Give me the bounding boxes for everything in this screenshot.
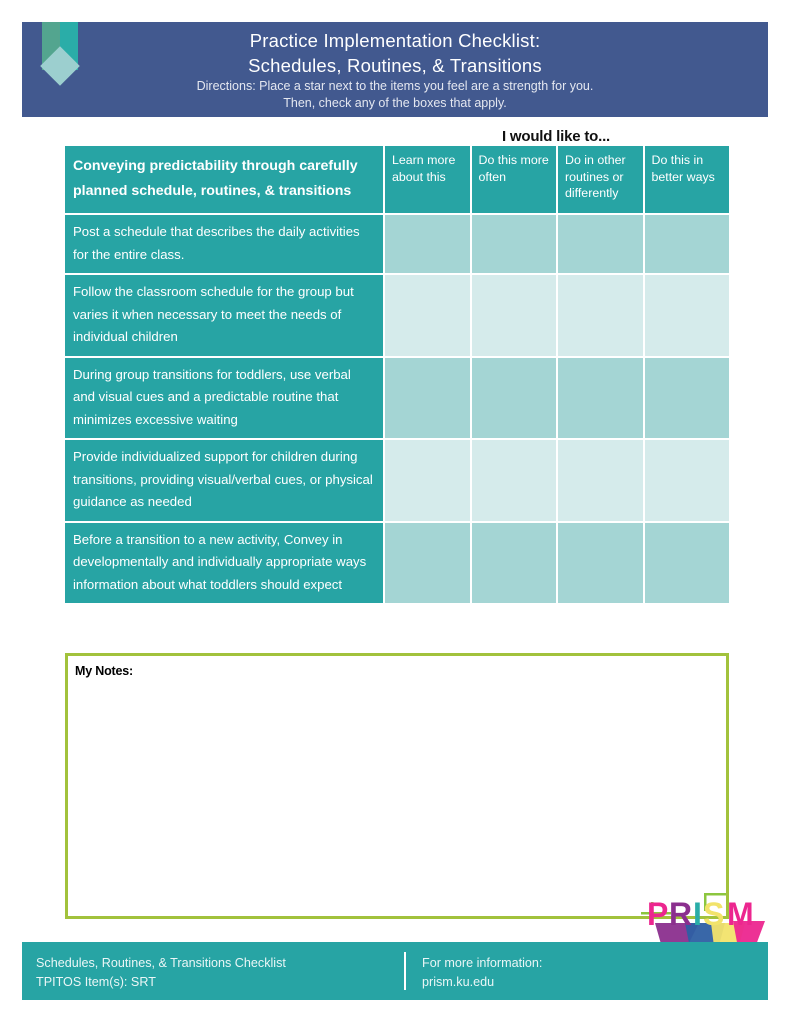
practice-text: During group transitions for toddlers, use verbal and visual cues and a predictable routine that minimizes excessive waiting [65,358,383,439]
checkbox-cell-do-more-often[interactable] [472,358,557,439]
footer-divider [404,952,406,990]
checkbox-cell-learn-more[interactable] [385,275,470,356]
practice-column-header: Conveying predictability through carefully planned schedule, routines, & transitions [65,146,383,213]
checkbox-cell-other-routines[interactable] [558,358,643,439]
checkbox-cell-do-more-often[interactable] [472,440,557,521]
column-header-learn-more: Learn more about this [385,146,470,213]
column-header-other-routines: Do in other routines or differently [558,146,643,213]
footer-left-text [36,954,286,992]
notes-label: My Notes: [75,664,133,678]
page-footer [22,942,768,1000]
table-row [65,275,729,356]
table-header-row [65,146,729,213]
header-title-line-2: Schedules, Routines, & Transitions [248,54,542,76]
footer-right-text [422,954,542,992]
checkbox-cell-learn-more[interactable] [385,440,470,521]
checkbox-cell-better-ways[interactable] [645,215,730,273]
checkbox-cell-learn-more[interactable] [385,215,470,273]
column-group-label: I would like to... [501,128,611,145]
checkbox-cell-better-ways[interactable] [645,440,730,521]
practice-text: Provide individualized support for children during transitions, providing visual/verbal cues, or physical guidance as needed [65,440,383,521]
practice-text: Post a schedule that describes the daily activities for the entire class. [65,215,383,273]
checkbox-cell-learn-more[interactable] [385,358,470,439]
checkbox-cell-do-more-often[interactable] [472,523,557,604]
checkbox-cell-better-ways[interactable] [645,523,730,604]
header-title-line-1: Practice Implementation Checklist: [249,29,541,51]
notes-box[interactable] [65,653,729,919]
practice-text: Follow the classroom schedule for the group but varies it when necessary to meet the needs of individual children [65,275,383,356]
checkbox-cell-other-routines[interactable] [558,215,643,273]
footer-tpitos-items: TPITOS Item(s): SRT [36,975,156,989]
svg-text:P: P [647,896,669,932]
svg-text:R: R [669,896,693,932]
svg-text:I: I [693,896,702,932]
footer-more-info-label: For more information: [422,956,543,970]
table-row [65,440,729,521]
page-header [22,22,768,117]
checkbox-cell-learn-more[interactable] [385,523,470,604]
svg-text:S: S [703,896,725,932]
checkbox-cell-better-ways[interactable] [645,275,730,356]
checklist-table [65,146,729,605]
table-row [65,215,729,273]
header-directions-line-1: Directions: Place a star next to the items you feel are a strength for you. [196,78,594,93]
svg-text:M: M [727,896,754,932]
header-text-block [22,22,768,117]
footer-website-url[interactable]: prism.ku.edu [422,975,495,989]
practice-text: Before a transition to a new activity, Convey in developmentally and individually appropriate ways information about what toddlers should expect [65,523,383,604]
table-row [65,523,729,604]
footer-checklist-name: Schedules, Routines, & Transitions Checklist [36,956,286,970]
column-header-better-ways: Do this in better ways [645,146,730,213]
checkbox-cell-other-routines[interactable] [558,440,643,521]
checkbox-cell-better-ways[interactable] [645,358,730,439]
checkbox-cell-do-more-often[interactable] [472,275,557,356]
checkbox-cell-other-routines[interactable] [558,275,643,356]
header-directions-line-2: Then, check any of the boxes that apply. [283,95,507,110]
column-header-do-more-often: Do this more often [472,146,557,213]
checkbox-cell-other-routines[interactable] [558,523,643,604]
table-row [65,358,729,439]
checkbox-cell-do-more-often[interactable] [472,215,557,273]
